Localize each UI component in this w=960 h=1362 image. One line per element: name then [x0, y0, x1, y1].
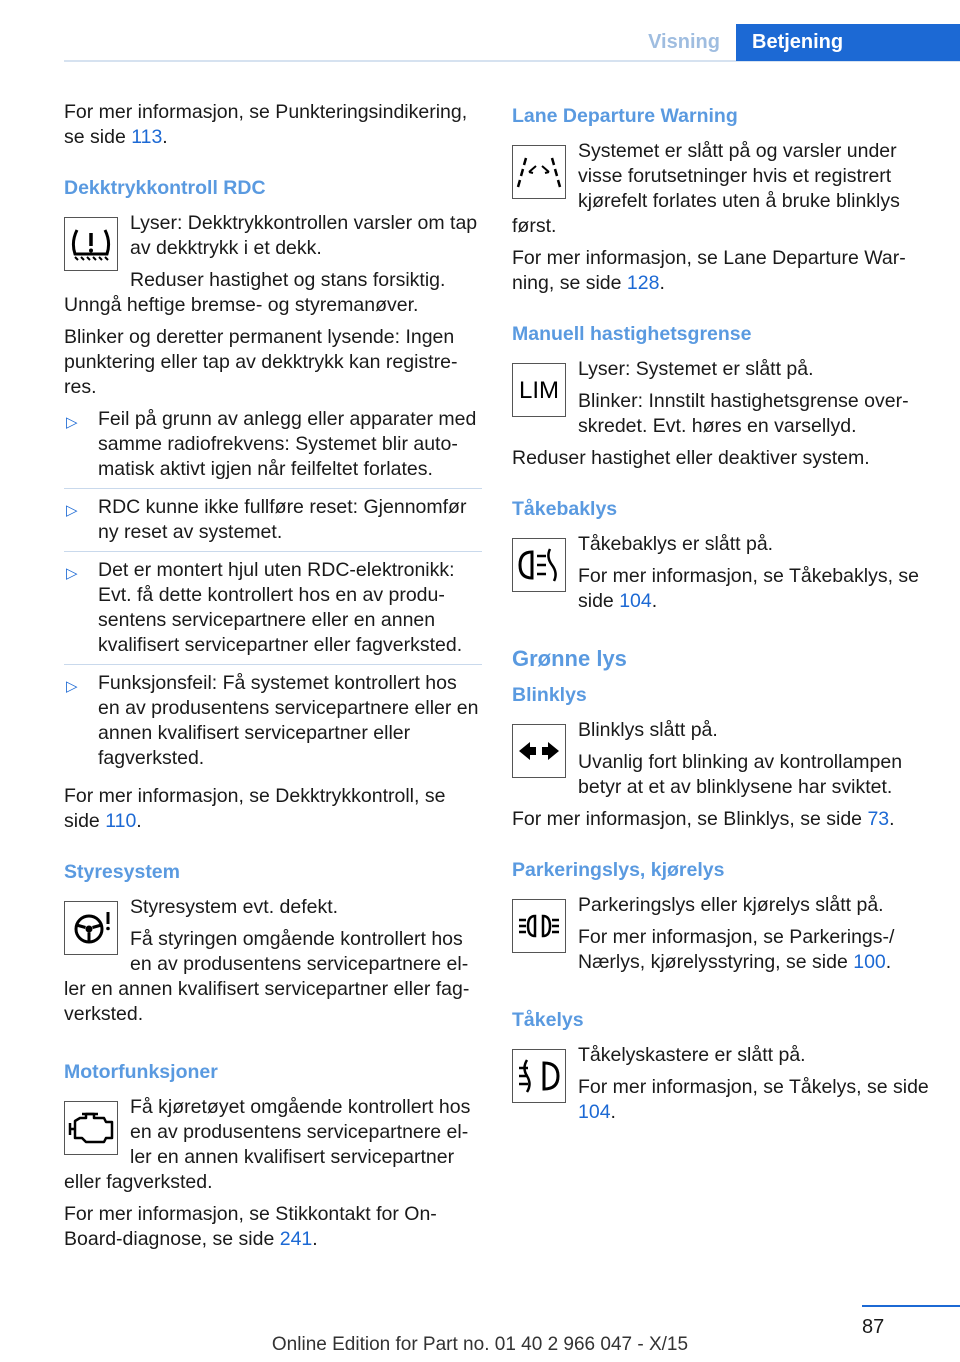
section-heading-parking-lights: Parkeringslys, kjørelys: [512, 859, 725, 881]
front-fog-light-icon: [512, 1049, 566, 1103]
page-link[interactable]: 104: [578, 1101, 611, 1123]
section-heading-green-lights: Grønne lys: [512, 646, 627, 671]
steering-paragraph-1: Styresystem evt. defekt.: [130, 896, 339, 918]
parking-paragraph-1: Parkeringslys eller kjørelys slått på.: [578, 894, 884, 916]
section-heading-lane-departure: Lane Departure Warning: [512, 105, 738, 127]
list-item: ▷ Feil på grunn av anlegg eller apparater med samme radiofrekvens: Systemet blir automatisk aktivt igjen når feilfeltet forlates.: [64, 407, 482, 489]
left-column: [64, 100, 482, 1259]
parking-light-icon: [512, 899, 566, 953]
turn-signal-more-info: For mer informasjon, se Blinklys, se side 73.: [512, 808, 895, 830]
list-item: ▷ Funksjonsfeil: Få systemet kontrollert hos en av produsentens servicepartnere eller en annen kvalifisert servicepartner eller fagverksted.: [66, 672, 479, 769]
engine-warning-icon: [64, 1101, 118, 1155]
lane-departure-icon: [512, 145, 566, 199]
page-number: 87: [862, 1316, 885, 1338]
triangle-bullet-icon: ▷: [66, 565, 78, 582]
intro-paragraph: For mer informasjon, se Punkteringsindikering, se side 113.: [64, 101, 468, 148]
list-item: ▷ Det er montert hjul uten RDC-elektronikk: Evt. få dette kontrollert hos en av produsentens servicepartnere eller en annen kvalifisert servicepartner eller fagverksted.: [64, 558, 482, 665]
lane-more-info: For mer informasjon, se Lane Departure Warning, se side 128.: [512, 247, 906, 294]
lim-icon-text: LIM: [518, 376, 559, 404]
fog-more-info: For mer informasjon, se Tåkelys, se side 104.: [578, 1076, 929, 1123]
rdc-paragraph-2: Reduser hastighet og stans forsiktig. Unngå heftige bremse- og styremanøver.: [64, 269, 446, 316]
triangle-bullet-icon: ▷: [66, 502, 78, 519]
tab-betjening[interactable]: Betjening: [736, 24, 960, 61]
triangle-bullet-icon: ▷: [66, 678, 78, 695]
page-link[interactable]: 104: [619, 590, 652, 612]
limit-paragraph-2: Blinker: Innstilt hastighetsgrense overskredet. Evt. høres en varsellyd.: [578, 390, 909, 437]
page-link[interactable]: 241: [279, 1228, 313, 1250]
steering-wheel-warning-icon: [64, 901, 118, 955]
rear-fog-light-icon: [512, 538, 566, 592]
steering-paragraph-2: Få styringen omgående kontrollert hos en av produsentens servicepartnere eller en annen kvalifisert servicepartner eller fagverksted.: [64, 928, 470, 1025]
engine-more-info: For mer informasjon, se Stikkontakt for On-Board-diagnose, se side 241.: [64, 1203, 437, 1250]
section-heading-rear-fog: Tåkebaklys: [512, 498, 618, 520]
limit-paragraph-3: Reduser hastighet eller deaktiver system.: [512, 447, 870, 469]
rdc-paragraph-1: Lyser: Dekktrykkontrollen varsler om tap av dekktrykk i et dekk.: [130, 212, 478, 259]
tire-pressure-warning-icon: [64, 217, 118, 271]
rdc-bullet-list: [64, 407, 482, 777]
turn-signal-paragraph-1: Blinklys slått på.: [578, 719, 718, 741]
section-heading-turn-signal: Blinklys: [512, 684, 587, 706]
lane-paragraph-1: Systemet er slått på og varsler under visse forutsetninger hvis et registrert kjørefelt forlates uten å bruke blinklys først.: [512, 140, 900, 237]
speed-limiter-icon: [512, 363, 566, 417]
right-column: [512, 100, 932, 1132]
limit-paragraph-1: Lyser: Systemet er slått på.: [578, 358, 814, 380]
turn-signal-icon: [512, 724, 566, 778]
rdc-more-info: For mer informasjon, se Dekktrykkontroll, se side 110.: [64, 785, 446, 832]
rear-fog-paragraph-1: Tåkebaklys er slått på.: [578, 533, 774, 555]
page-link[interactable]: 128: [626, 272, 660, 294]
section-heading-fog-lights: Tåkelys: [512, 1009, 584, 1031]
rdc-paragraph-3: Blinker og deretter permanent lysende: Ingen punktering eller tap av dekktrykk kan registreres.: [64, 326, 458, 398]
section-heading-rdc: Dekktrykkontroll RDC: [64, 177, 266, 199]
list-item: ▷ RDC kunne ikke fullføre reset: Gjennomfør ny reset av systemet.: [64, 495, 482, 552]
page-link[interactable]: 110: [105, 810, 137, 832]
triangle-bullet-icon: ▷: [66, 414, 78, 431]
section-heading-speed-limit: Manuell hastighetsgrense: [512, 323, 752, 345]
fog-paragraph-1: Tåkelyskastere er slått på.: [578, 1044, 806, 1066]
tab-visning[interactable]: Visning: [648, 31, 720, 53]
section-heading-engine: Motorfunksjoner: [64, 1061, 218, 1083]
rear-fog-more-info: For mer informasjon, se Tåkebaklys, se side 104.: [578, 565, 920, 612]
parking-more-info: For mer informasjon, se Parkerings-/ Nærlys, kjørelysstyring, se side 100.: [578, 926, 895, 973]
page-link[interactable]: 73: [867, 808, 890, 830]
page-link[interactable]: 100: [853, 951, 886, 973]
page-number-rule: [862, 1305, 960, 1307]
page-link[interactable]: 113: [131, 126, 163, 148]
footer-edition: Online Edition for Part no. 01 40 2 966 047 - X/15: [271, 1334, 689, 1355]
engine-paragraph-1: Få kjøretøyet omgående kontrollert hos en av produsentens servicepartnere eller en annen kvalifisert servicepartner eller fagverksted.: [64, 1096, 471, 1193]
turn-signal-paragraph-2: Uvanlig fort blinking av kontrollampen betyr at et av blinklysene har sviktet.: [578, 751, 903, 798]
section-heading-steering: Styresystem: [64, 861, 180, 883]
